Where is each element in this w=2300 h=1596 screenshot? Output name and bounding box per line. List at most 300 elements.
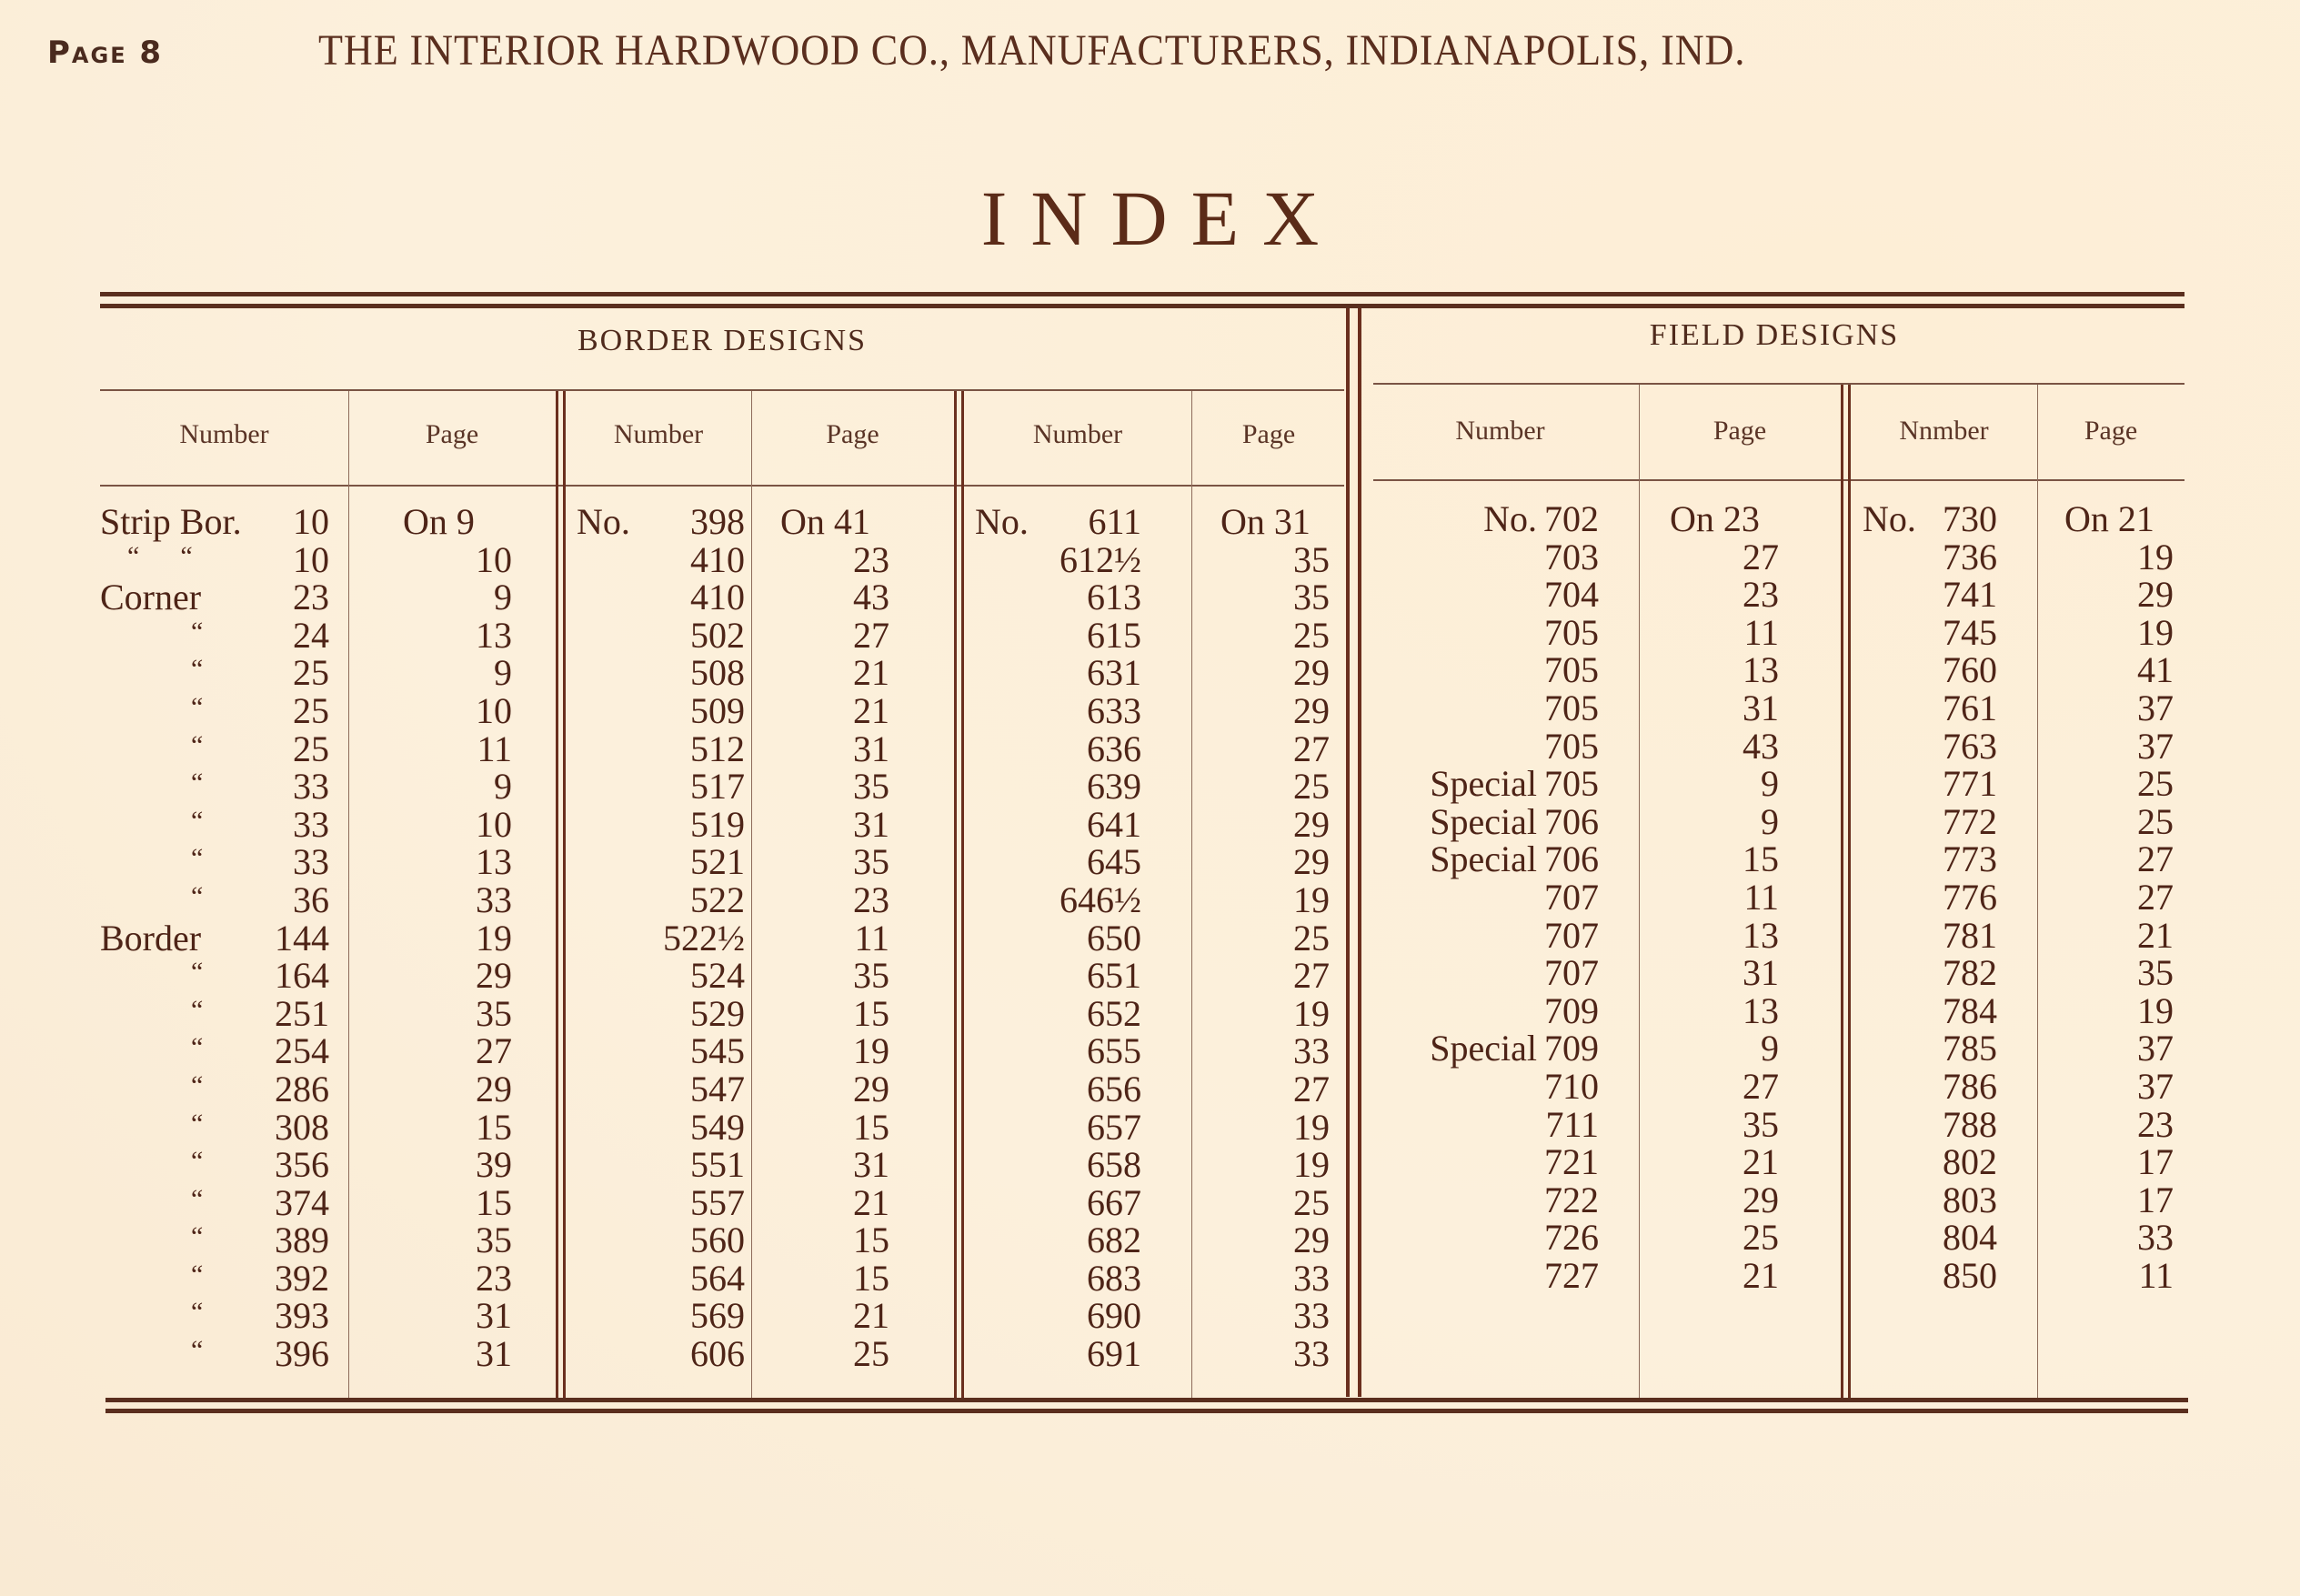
border-group-sep (954, 391, 957, 1398)
page-reference: 15 (853, 1220, 889, 1261)
page-reference: 19 (1293, 878, 1330, 920)
ditto-mark: “ (191, 1335, 204, 1366)
border-page-column-1 (348, 503, 512, 1373)
design-number-cell (1863, 725, 1997, 767)
design-number-cell (100, 614, 329, 656)
design-number: 705 (1544, 611, 1599, 653)
page-reference: 13 (1743, 649, 1779, 691)
page-reference: 37 (2137, 1065, 2174, 1107)
design-number: 611 (1088, 501, 1141, 542)
design-number: 509 (690, 689, 745, 731)
page-reference-cell (2037, 914, 2174, 956)
page-reference-cell (751, 730, 889, 768)
ditto-mark: “ (191, 1221, 204, 1252)
bottom-rule-inner (105, 1409, 2188, 1413)
design-number: 709 (1544, 1028, 1599, 1069)
design-number: 703 (1544, 536, 1599, 577)
design-type-label: No. (577, 501, 630, 542)
page-reference: 25 (853, 1333, 889, 1375)
design-number-cell (1863, 1143, 1997, 1181)
page-reference: 21 (1743, 1254, 1779, 1296)
page-reference: 35 (1293, 538, 1330, 580)
design-number: 547 (690, 1068, 745, 1109)
design-number-cell (975, 768, 1141, 806)
page-reference-cell (348, 654, 512, 692)
design-number: 645 (1087, 841, 1141, 883)
design-number: 23 (293, 577, 329, 618)
border-group-sep (961, 391, 964, 1398)
design-number-cell (975, 1181, 1141, 1223)
column-header-page: Page (2084, 416, 2138, 446)
design-number-cell (1364, 840, 1599, 878)
page-reference: 33 (1293, 1257, 1330, 1299)
design-number: 650 (1087, 917, 1141, 959)
column-header-number: Number (1032, 419, 1123, 449)
design-number-cell (577, 768, 745, 806)
border-page-column-2 (751, 503, 889, 1373)
page-reference-cell (1191, 878, 1330, 920)
bottom-rule-outer (105, 1398, 2188, 1402)
page-title: INDEX (980, 175, 1343, 262)
page-reference-cell (1191, 1181, 1330, 1223)
page-reference-cell (1191, 1297, 1330, 1335)
page-reference: 35 (853, 766, 889, 808)
design-number: 545 (690, 1030, 745, 1072)
page-reference-cell (1191, 957, 1330, 995)
design-number-cell (975, 503, 1141, 541)
page-reference-cell (751, 1257, 889, 1299)
design-number-cell (1863, 914, 1997, 956)
page-reference: 25 (1293, 766, 1330, 808)
design-number-cell (975, 1335, 1141, 1373)
page-reference-cell (751, 878, 889, 920)
page-reference-cell (2037, 1219, 2174, 1257)
design-number: 393 (275, 1295, 329, 1337)
design-number-cell (577, 730, 745, 768)
field-subheader-rule (1373, 383, 2184, 385)
page-reference-cell (1191, 1146, 1330, 1184)
page-reference: 11 (854, 917, 889, 959)
page-reference: 9 (1761, 1028, 1779, 1069)
design-number: 10 (293, 501, 329, 542)
design-number: 557 (690, 1181, 745, 1223)
page-reference: 21 (853, 689, 889, 731)
design-number-cell (975, 1146, 1141, 1184)
page-reference-cell (348, 730, 512, 768)
design-number-cell (577, 1146, 745, 1184)
design-number-cell (577, 1335, 745, 1373)
page-reference-cell (1639, 651, 1779, 689)
design-number-cell (577, 1257, 745, 1299)
design-number-cell (1863, 1065, 1997, 1107)
design-number: 786 (1943, 1065, 1997, 1107)
field-page-column-1 (1639, 500, 1779, 1294)
page-reference: 27 (1293, 1068, 1330, 1109)
design-number-cell (975, 957, 1141, 995)
design-number-cell (1364, 1181, 1599, 1220)
page-reference-cell (2037, 576, 2174, 614)
page-reference: 35 (2137, 952, 2174, 994)
page-reference-cell (2037, 1029, 2174, 1068)
page-reference-cell (1191, 578, 1330, 617)
field-group-sep (1841, 385, 1843, 1398)
page-reference: 29 (1293, 652, 1330, 694)
column-header-number: Number (1455, 416, 1545, 446)
page-reference: 35 (853, 955, 889, 997)
page-reference: 15 (476, 1106, 512, 1148)
page-reference: 29 (2137, 574, 2174, 616)
design-number: 804 (1943, 1217, 1997, 1259)
design-type-label: Border (100, 917, 202, 959)
page-reference: 15 (1743, 838, 1779, 880)
design-number-cell (577, 1297, 745, 1335)
design-number: 726 (1544, 1217, 1599, 1259)
design-number-cell (1364, 914, 1599, 956)
column-header-page: Page (1241, 419, 1296, 449)
design-number: 710 (1544, 1065, 1599, 1107)
page-reference-cell (1191, 730, 1330, 768)
design-number-cell (100, 1221, 329, 1260)
design-number-cell (1863, 800, 1997, 842)
design-number-cell (1863, 611, 1997, 653)
page-reference: 29 (476, 1068, 512, 1109)
page-reference-cell (1191, 689, 1330, 731)
design-number-cell (1863, 1219, 1997, 1257)
design-number-cell (1364, 1254, 1599, 1296)
design-number: 549 (690, 1106, 745, 1148)
design-number: 760 (1943, 649, 1997, 691)
design-type-label: No. (1863, 498, 1916, 539)
field-page-column-2 (2037, 500, 2174, 1294)
page-reference: 33 (1293, 1295, 1330, 1337)
design-number: 772 (1943, 800, 1997, 842)
page-reference-cell (751, 689, 889, 731)
page-reference-cell (1191, 843, 1330, 881)
page-reference-cell (751, 992, 889, 1034)
design-number: 850 (1943, 1254, 1997, 1296)
design-number-cell (975, 730, 1141, 768)
page-reference-cell (1639, 1254, 1779, 1296)
page-reference: 35 (476, 1220, 512, 1261)
page-reference-cell (1639, 765, 1779, 803)
page-reference-cell (1191, 919, 1330, 958)
design-number: 286 (275, 1068, 329, 1109)
page-reference-cell (1191, 1106, 1330, 1148)
design-number-cell (577, 803, 745, 845)
page-reference-cell (1639, 954, 1779, 992)
design-number-cell (100, 1032, 329, 1070)
page-reference-cell (751, 1181, 889, 1223)
design-number-cell (1863, 689, 1997, 728)
design-number-cell (1364, 651, 1599, 689)
border-group-sep (563, 391, 566, 1398)
design-number-cell (577, 1070, 745, 1109)
page-reference-cell (2037, 611, 2174, 653)
design-number: 25 (293, 728, 329, 769)
page-reference: 33 (2137, 1217, 2174, 1259)
page-reference-cell (348, 1257, 512, 1299)
page-reference: 25 (1293, 917, 1330, 959)
page-reference: 19 (1293, 992, 1330, 1034)
page-reference-cell (1191, 614, 1330, 656)
page-reference-cell (751, 1106, 889, 1148)
design-number-cell (1863, 1181, 1997, 1220)
design-number: 392 (275, 1257, 329, 1299)
design-number: 636 (1087, 728, 1141, 769)
design-number: 773 (1943, 838, 1997, 880)
page-reference-cell (2037, 1143, 2174, 1181)
design-number: 410 (690, 538, 745, 580)
page-reference-cell (1191, 1257, 1330, 1299)
design-number-cell (577, 538, 745, 580)
page-reference: 27 (1293, 955, 1330, 997)
page-reference-cell (2037, 954, 2174, 992)
border-subheader-rule (100, 389, 1344, 391)
page-reference: 27 (2137, 838, 2174, 880)
page-reference-cell (1639, 538, 1779, 577)
page-reference: 19 (476, 917, 512, 959)
design-number: 761 (1943, 687, 1997, 728)
page-reference: 21 (853, 1295, 889, 1337)
design-number-cell (975, 843, 1141, 881)
design-number-cell (1364, 1219, 1599, 1257)
page-reference-cell (1639, 989, 1779, 1031)
design-number: 508 (690, 652, 745, 694)
page-reference: 27 (476, 1030, 512, 1072)
top-rule-inner (100, 304, 2184, 308)
design-number-cell (577, 1106, 745, 1148)
design-type-label: Special (1430, 763, 1537, 805)
page-reference: 27 (1293, 728, 1330, 769)
design-number-cell (1364, 1143, 1599, 1181)
column-header-number: Nnmber (1899, 416, 1989, 446)
design-number: 308 (275, 1106, 329, 1148)
page-reference-cell (348, 1335, 512, 1373)
page-reference-cell (1639, 611, 1779, 653)
page-reference-cell (1191, 768, 1330, 806)
design-number: 512 (690, 728, 745, 769)
page-reference-cell (1639, 500, 1779, 538)
design-number: 164 (275, 955, 329, 997)
design-type-label: No. (1483, 498, 1537, 539)
page-reference-cell (1191, 1032, 1330, 1070)
page-reference: 19 (1293, 1106, 1330, 1148)
page-reference-cell (348, 1106, 512, 1148)
design-number: 704 (1544, 574, 1599, 616)
page-number-label: Page 8 (47, 35, 164, 71)
design-number: 763 (1943, 725, 1997, 767)
design-number-cell (1364, 538, 1599, 577)
field-designs-title: FIELD DESIGNS (1649, 318, 1900, 352)
page-reference-cell (751, 1032, 889, 1070)
page-reference-cell (1639, 914, 1779, 956)
page-reference-cell (1639, 1029, 1779, 1068)
design-number-cell (100, 957, 329, 995)
design-number-cell (1863, 954, 1997, 992)
design-number: 711 (1545, 1103, 1599, 1145)
design-number-cell (975, 538, 1141, 580)
page-reference-cell (348, 1070, 512, 1109)
page-reference: 35 (1743, 1103, 1779, 1145)
page-reference: 29 (476, 955, 512, 997)
page-reference-cell (348, 919, 512, 958)
ditto-mark: “ (191, 994, 204, 1025)
page-reference: 41 (2137, 649, 2174, 691)
ditto-mark: “ (191, 1069, 204, 1100)
section-divider-left (1346, 308, 1350, 1397)
design-number-cell (1364, 500, 1599, 538)
design-number-cell (577, 992, 745, 1034)
design-number-cell (100, 1257, 329, 1299)
design-number: 560 (690, 1220, 745, 1261)
design-number: 10 (293, 538, 329, 580)
page-reference-cell (751, 578, 889, 617)
design-number-cell (577, 1032, 745, 1070)
field-header-bottom-rule (1373, 479, 2184, 481)
page-reference: 11 (2138, 1254, 2174, 1296)
page-reference-cell (751, 503, 889, 541)
design-number-cell (577, 957, 745, 995)
page-reference-cell (1639, 725, 1779, 767)
design-number: 802 (1943, 1141, 1997, 1183)
ditto-mark: “ (191, 616, 204, 647)
page-reference: 29 (853, 1068, 889, 1109)
page-reference: 31 (1743, 952, 1779, 994)
page-reference-cell (751, 1146, 889, 1184)
page-reference-cell (1639, 689, 1779, 728)
page-reference-cell (2037, 651, 2174, 689)
page-reference-cell (751, 1297, 889, 1335)
design-number: 615 (1087, 614, 1141, 656)
design-number-cell (100, 1070, 329, 1109)
page-reference-cell (1639, 1143, 1779, 1181)
design-type-label: No. (975, 501, 1029, 542)
page-reference-cell (348, 1032, 512, 1070)
page-reference-cell (751, 654, 889, 692)
field-number-column-1 (1364, 500, 1599, 1294)
design-number-cell (1364, 689, 1599, 728)
page-reference: 31 (853, 803, 889, 845)
page-reference: On 21 (2064, 498, 2154, 539)
page-reference: 19 (1293, 1144, 1330, 1186)
design-number: 741 (1943, 574, 1997, 616)
design-number: 705 (1544, 763, 1599, 805)
design-number-cell (100, 878, 329, 920)
design-number: 33 (293, 803, 329, 845)
page-reference-cell (348, 1297, 512, 1335)
design-number: 631 (1087, 652, 1141, 694)
page-reference: 23 (853, 538, 889, 580)
page-reference: 39 (476, 1144, 512, 1186)
design-number: 641 (1087, 803, 1141, 845)
design-number: 389 (275, 1220, 329, 1261)
design-number-cell (577, 919, 745, 958)
design-number: 656 (1087, 1068, 1141, 1109)
page-reference: 25 (2137, 800, 2174, 842)
design-number: 706 (1544, 838, 1599, 880)
page-reference: 10 (476, 689, 512, 731)
page-reference-cell (2037, 689, 2174, 728)
page-reference-cell (751, 843, 889, 881)
design-number-cell (1364, 576, 1599, 614)
ditto-mark: “ (191, 1259, 204, 1290)
page-reference: 17 (2137, 1179, 2174, 1220)
design-number: 144 (275, 917, 329, 959)
page-reference-cell (1639, 1181, 1779, 1220)
design-type-label: Strip Bor. (100, 501, 242, 542)
design-number: 25 (293, 652, 329, 694)
page-reference: 37 (2137, 687, 2174, 728)
ditto-mark: “ (191, 957, 204, 988)
design-number: 254 (275, 1030, 329, 1072)
ditto-mark: “ (191, 729, 204, 760)
column-header-page: Page (826, 419, 879, 449)
design-number-cell (1863, 1254, 1997, 1296)
page-reference-cell (1191, 503, 1330, 541)
page-reference-cell (1639, 1219, 1779, 1257)
design-number: 502 (690, 614, 745, 656)
design-number-cell (975, 1297, 1141, 1335)
page-reference: 27 (1743, 536, 1779, 577)
design-number: 782 (1943, 952, 1997, 994)
page-reference-cell (348, 1146, 512, 1184)
page-reference-cell (1639, 800, 1779, 842)
design-number-cell (100, 768, 329, 806)
design-number-cell (1863, 765, 1997, 803)
design-number: 776 (1943, 876, 1997, 918)
design-number: 709 (1544, 989, 1599, 1031)
design-number: 651 (1087, 955, 1141, 997)
design-number-cell (577, 614, 745, 656)
design-number-cell (100, 654, 329, 692)
page-reference-cell (348, 843, 512, 881)
page-reference-cell (348, 689, 512, 731)
page-reference: 21 (853, 1181, 889, 1223)
page-reference: 17 (2137, 1141, 2174, 1183)
page-reference: 31 (853, 728, 889, 769)
page-reference: 27 (853, 614, 889, 656)
design-number: 730 (1943, 498, 1997, 539)
design-number-cell (1863, 576, 1997, 614)
design-number-cell (1364, 725, 1599, 767)
page-reference: 33 (476, 878, 512, 920)
design-number: 784 (1943, 989, 1997, 1031)
design-number: 569 (690, 1295, 745, 1337)
page-reference: 19 (2137, 989, 2174, 1031)
design-number-cell (1364, 954, 1599, 992)
design-number: 690 (1087, 1295, 1141, 1337)
design-number: 33 (293, 841, 329, 883)
page-reference-cell (751, 919, 889, 958)
top-rule-outer (100, 292, 2184, 296)
page-reference: 10 (476, 538, 512, 580)
design-number: 785 (1943, 1028, 1997, 1069)
ditto-mark: “ (191, 805, 204, 836)
page-reference: 23 (1743, 574, 1779, 616)
field-group-sep (1848, 385, 1851, 1398)
page-reference: On 31 (1220, 501, 1311, 542)
ditto-mark: “ (191, 1108, 204, 1139)
design-number-cell (1863, 538, 1997, 577)
page-reference: 31 (1743, 687, 1779, 728)
design-number-cell (1863, 500, 1997, 538)
design-number: 633 (1087, 689, 1141, 731)
page-reference-cell (1191, 1221, 1330, 1260)
column-header-number: Number (613, 419, 704, 449)
design-number-cell (975, 1106, 1141, 1148)
design-number: 771 (1943, 763, 1997, 805)
ditto-mark: “ (191, 843, 204, 874)
